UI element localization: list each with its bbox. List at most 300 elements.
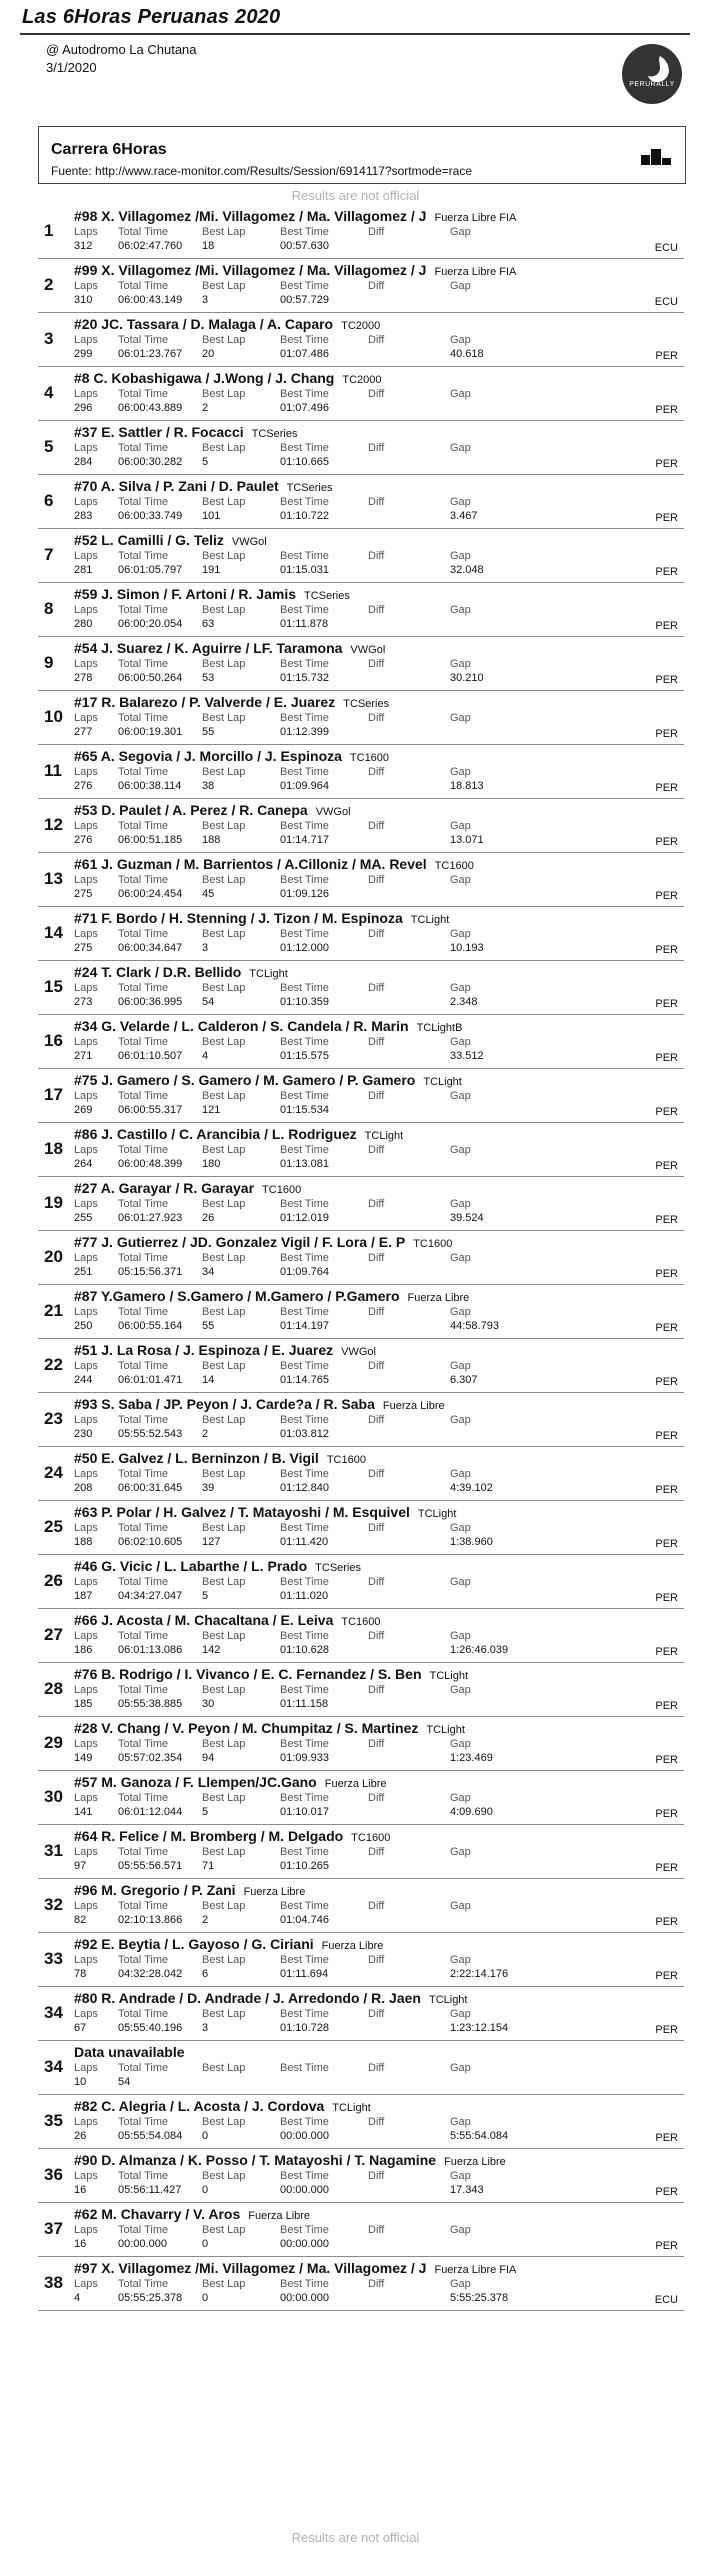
country-code: PER [655,1754,678,1766]
result-entry [38,1447,684,1501]
laps-label: Laps [74,1954,98,1966]
bestlap-label: Best Lap [202,1846,246,1858]
position-number: 7 [44,545,54,564]
laps-value: 208 [74,1482,93,1494]
diff-label: Diff [368,550,385,562]
diff-label: Diff [368,820,385,832]
laps-label: Laps [74,604,98,616]
team-name: #52 L. Camilli / G. Teliz [74,532,224,548]
class-label: TCLight [426,1724,465,1736]
result-entry [38,2203,684,2257]
total-label: Total Time [118,928,169,940]
laps-label: Laps [74,1414,98,1426]
laps-value: 149 [74,1752,93,1764]
gap-label: Gap [450,1630,471,1642]
position-number: 6 [44,491,54,510]
class-label: TCLight [423,1076,462,1088]
bestlap-label: Best Lap [202,1792,246,1804]
besttime-value: 01:10.665 [280,456,329,468]
laps-value: 187 [74,1590,93,1602]
laps-label: Laps [74,658,98,670]
result-entry [38,1717,684,1771]
event-date: 3/1/2020 [46,60,97,75]
team-name: #17 R. Balarezo / P. Valverde / E. Juarez [74,694,336,710]
laps-label: Laps [74,388,98,400]
country-code: PER [655,1700,678,1712]
besttime-label: Best Time [280,1036,329,1048]
bestlap-label: Best Lap [202,712,246,724]
total-label: Total Time [118,1360,169,1372]
diff-label: Diff [368,1468,385,1480]
total-label: Total Time [118,550,169,562]
position-number: 12 [44,815,63,834]
country-code: PER [655,1484,678,1496]
laps-label: Laps [74,1252,98,1264]
team-drivers [74,1234,452,1250]
team-name: #61 J. Guzman / M. Barrientos / A.Cilloniz / MA. Revel [74,856,427,872]
laps-value: 26 [74,2130,87,2142]
team-name: #87 Y.Gamero / S.Gamero / M.Gamero / P.Gamero [74,1288,400,1304]
session-header [38,126,686,184]
class-label: TCSeries [251,428,298,440]
laps-value: 82 [74,1914,87,1926]
laps-value: 284 [74,456,93,468]
besttime-value: 01:10.728 [280,2022,329,2034]
total-value: 06:02:10.605 [118,1536,183,1548]
result-entry [38,1987,684,2041]
logo-text: PERURALLY [629,81,675,88]
team-drivers [74,1666,468,1682]
besttime-label: Best Time [280,766,329,778]
result-entry [38,1933,684,1987]
class-label: TC1600 [341,1616,381,1628]
diff-label: Diff [368,1090,385,1102]
besttime-label: Best Time [280,874,329,886]
gap-label: Gap [450,2116,471,2128]
team-drivers [74,478,332,494]
diff-label: Diff [368,226,385,238]
class-label: TCLight [364,1130,404,1142]
country-code: PER [655,944,678,956]
gap-value: 1:23:12.154 [450,2022,509,2034]
total-label: Total Time [118,1954,169,1966]
country-code: PER [655,2132,678,2144]
laps-label: Laps [74,928,98,940]
besttime-value: 01:09.126 [280,888,329,900]
gap-label: Gap [450,982,471,994]
class-label: Fuerza Libre [444,2156,506,2168]
bestlap-label: Best Lap [202,1144,246,1156]
gap-label: Gap [450,1522,471,1534]
gap-label: Gap [450,2008,471,2020]
total-value: 05:57:02.354 [118,1752,183,1764]
bestlap-value: 39 [202,1482,215,1494]
besttime-label: Best Time [280,1954,329,1966]
class-label: TCLight [428,1994,468,2006]
laps-label: Laps [74,1468,98,1480]
team-name: #77 J. Gutierrez / JD. Gonzalez Vigil / F. Lora / E. P [74,1234,406,1250]
bestlap-label: Best Lap [202,1198,246,1210]
laps-value: 264 [74,1158,93,1170]
position-number: 4 [44,383,54,402]
team-drivers [74,1936,383,1952]
total-value: 05:55:40.196 [118,2022,183,2034]
team-name: #96 M. Gregorio / P. Zani [74,1882,236,1898]
class-label: Fuerza Libre FIA [434,2264,517,2276]
gap-label: Gap [450,496,471,508]
class-label: TC1600 [351,1832,391,1844]
bestlap-label: Best Lap [202,874,246,886]
team-drivers [74,262,516,278]
total-value: 06:01:10.507 [118,1050,183,1062]
laps-value: 312 [74,240,93,252]
besttime-value: 00:00.000 [280,2130,329,2142]
team-drivers [74,2206,310,2222]
total-value: 06:00:36.995 [118,996,183,1008]
bestlap-label: Best Lap [202,388,246,400]
besttime-value: 01:12.840 [280,1482,329,1494]
diff-label: Diff [368,766,385,778]
team-name: #64 R. Felice / M. Bromberg / M. Delgado [74,1828,344,1844]
result-entry [38,1015,684,1069]
team-drivers [74,1450,366,1466]
bestlap-value: 63 [202,618,215,630]
diff-label: Diff [368,1684,385,1696]
diff-label: Diff [368,496,385,508]
class-label: TCLightB [416,1022,463,1034]
besttime-value: 01:10.359 [280,996,329,1008]
total-value: 05:55:56.571 [118,1860,183,1872]
besttime-value: 01:04.746 [280,1914,329,1926]
country-code: PER [655,404,678,416]
team-name: #99 X. Villagomez /Mi. Villagomez / Ma. Villagomez / J [74,262,427,278]
diff-label: Diff [368,1144,385,1156]
besttime-value: 01:09.964 [280,780,329,792]
laps-value: 283 [74,510,93,522]
result-entry [38,1609,684,1663]
total-value: 06:01:12.044 [118,1806,183,1818]
team-name: #82 C. Alegria / L. Acosta / J. Cordova [74,2098,325,2114]
diff-label: Diff [368,1630,385,1642]
team-name: #37 E. Sattler / R. Focacci [74,424,244,440]
country-code: PER [655,2240,678,2252]
total-value: 06:00:43.149 [118,294,183,306]
gap-value: 1:38.960 [450,1536,493,1548]
bestlap-label: Best Lap [202,1036,246,1048]
diff-label: Diff [368,1036,385,1048]
bestlap-label: Best Lap [202,1414,246,1426]
besttime-label: Best Time [280,658,329,670]
laps-label: Laps [74,1630,98,1642]
gap-label: Gap [450,550,471,562]
session-source-link[interactable]: Fuente: http://www.race-monitor.com/Results/Session/6914117?sortmode=race [51,164,472,178]
total-label: Total Time [118,280,169,292]
not-official-note-top: Results are not official [291,188,420,203]
gap-label: Gap [450,1846,471,1858]
team-name: #59 J. Simon / F. Artoni / R. Jamis [74,586,296,602]
team-drivers [74,964,288,980]
team-name: #80 R. Andrade / D. Andrade / J. Arredondo / R. Jaen [74,1990,421,2006]
total-label: Total Time [118,1090,169,1102]
gap-value: 6.307 [450,1374,478,1386]
diff-label: Diff [368,334,385,346]
gap-label: Gap [450,928,471,940]
besttime-value: 01:11.694 [280,1968,329,1980]
country-code: PER [655,2186,678,2198]
team-name: #75 J. Gamero / S. Gamero / M. Gamero / P. Gamero [74,1072,416,1088]
class-label: Fuerza Libre FIA [434,212,517,224]
event-venue: @ Autodromo La Chutana [46,42,197,57]
besttime-value: 01:11.420 [280,1536,329,1548]
position-number: 29 [44,1733,63,1752]
total-value: 06:00:55.317 [118,1104,183,1116]
team-drivers [74,2098,371,2114]
bestlap-value: 3 [202,294,209,306]
besttime-label: Best Time [280,1684,329,1696]
laps-label: Laps [74,1576,98,1588]
gap-value: 3.467 [450,510,478,522]
total-value: 06:00:50.264 [118,672,183,684]
bestlap-value: 34 [202,1266,215,1278]
team-drivers [74,1396,445,1412]
class-label: VWGol [341,1346,376,1358]
bestlap-label: Best Lap [202,2224,246,2236]
total-value: 06:02:47.760 [118,240,183,252]
laps-label: Laps [74,766,98,778]
position-number: 10 [44,707,63,726]
total-label: Total Time [118,442,169,454]
bestlap-label: Best Lap [202,2170,246,2182]
total-value: 06:01:13.086 [118,1644,183,1656]
country-code: ECU [654,296,678,308]
total-value: 06:00:38.114 [118,780,182,792]
gap-value: 18.813 [450,780,484,792]
position-number: 15 [44,977,63,996]
class-label: Fuerza Libre [248,2210,311,2222]
gap-label: Gap [450,1252,471,1264]
team-drivers [74,316,380,332]
bestlap-label: Best Lap [202,1468,246,1480]
gap-label: Gap [450,1900,471,1912]
team-drivers [74,1612,381,1628]
result-entry [38,421,684,475]
position-number: 16 [44,1031,63,1050]
besttime-label: Best Time [280,496,329,508]
besttime-value: 01:07.496 [280,402,329,414]
class-label: VWGol [350,644,386,656]
besttime-label: Best Time [280,2008,329,2020]
position-number: 2 [44,275,54,294]
total-label: Total Time [118,820,169,832]
bestlap-value: 180 [202,1158,221,1170]
position-number: 8 [44,599,54,618]
total-label: Total Time [118,226,169,238]
country-code: PER [655,1592,678,1604]
diff-label: Diff [368,604,385,616]
bestlap-value: 121 [202,1104,221,1116]
class-label: TCSeries [304,590,350,602]
result-entry [38,1177,684,1231]
laps-label: Laps [74,226,98,238]
bestlap-value: 142 [202,1644,221,1656]
bestlap-value: 0 [202,2184,209,2196]
gap-label: Gap [450,604,471,616]
team-drivers [74,748,389,764]
besttime-label: Best Time [280,982,329,994]
besttime-label: Best Time [280,442,329,454]
position-number: 22 [44,1355,63,1374]
team-name: #92 E. Beytia / L. Gayoso / G. Ciriani [74,1936,314,1952]
position-number: 9 [44,653,54,672]
gap-value: 32.048 [450,564,484,576]
total-label: Total Time [118,874,169,886]
gap-value: 30.210 [450,672,484,684]
team-name: #93 S. Saba / JP. Peyon / J. Carde?a / R. Saba [74,1396,375,1412]
bestlap-value: 0 [202,2130,209,2142]
laps-label: Laps [74,2008,98,2020]
laps-label: Laps [74,820,98,832]
bestlap-value: 6 [202,1968,209,1980]
bestlap-label: Best Lap [202,334,246,346]
gap-value: 33.512 [450,1050,484,1062]
total-label: Total Time [118,496,169,508]
besttime-value: 01:03.812 [280,1428,329,1440]
bestlap-label: Best Lap [202,1576,246,1588]
besttime-label: Best Time [280,820,329,832]
class-label: Fuerza Libre [382,1400,445,1412]
team-drivers [74,694,389,710]
diff-label: Diff [368,442,385,454]
team-drivers [74,910,449,926]
laps-value: 276 [74,780,93,792]
country-code: PER [655,1160,678,1172]
laps-value: 296 [74,402,93,414]
bestlap-value: 45 [202,888,215,900]
besttime-value: 01:12.019 [280,1212,329,1224]
gap-label: Gap [450,280,471,292]
team-drivers [74,1882,305,1898]
gap-label: Gap [450,2170,471,2182]
result-entry [38,2149,684,2203]
bestlap-label: Best Lap [202,442,246,454]
team-name: #57 M. Ganoza / F. Llempen/JC.Gano [74,1774,317,1790]
laps-label: Laps [74,982,98,994]
besttime-value: 01:15.031 [280,564,329,576]
result-entry [38,1663,684,1717]
besttime-value: 01:13.081 [280,1158,329,1170]
besttime-value: 01:11.158 [280,1698,329,1710]
laps-value: 186 [74,1644,93,1656]
gap-label: Gap [450,1684,471,1696]
position-number: 11 [44,761,62,780]
bestlap-value: 30 [202,1698,215,1710]
diff-label: Diff [368,388,385,400]
gap-value: 5:55:54.084 [450,2130,509,2142]
team-name: #98 X. Villagomez /Mi. Villagomez / Ma. Villagomez / J [74,208,427,224]
result-entry [38,1555,684,1609]
team-name: #70 A. Silva / P. Zani / D. Paulet [74,478,279,494]
laps-label: Laps [74,1144,98,1156]
country-code: PER [655,2024,678,2036]
position-number: 3 [44,329,54,348]
bestlap-value: 101 [202,510,221,522]
class-label: TCLight [429,1670,469,1682]
besttime-value: 00:00.000 [280,2184,329,2196]
laps-value: 188 [74,1536,93,1548]
laps-label: Laps [74,280,98,292]
team-name: #28 V. Chang / V. Peyon / M. Chumpitaz / S. Martinez [74,1720,419,1736]
bestlap-label: Best Lap [202,550,246,562]
laps-label: Laps [74,1846,98,1858]
diff-label: Diff [368,2170,385,2182]
diff-label: Diff [368,1900,385,1912]
total-value: 04:32:28.042 [118,1968,183,1980]
bestlap-label: Best Lap [202,1684,246,1696]
country-code: PER [655,728,678,740]
class-label: TC1600 [413,1238,453,1250]
besttime-value: 01:15.732 [280,672,329,684]
diff-label: Diff [368,1414,385,1426]
total-value: 05:55:54.084 [118,2130,183,2142]
result-entry [38,1285,684,1339]
total-value: 06:00:20.054 [118,618,183,630]
gap-label: Gap [450,820,471,832]
gap-label: Gap [450,874,471,886]
team-name: #27 A. Garayar / R. Garayar [74,1180,255,1196]
laps-value: 278 [74,672,93,684]
result-entry [38,2257,684,2311]
position-number: 34 [44,2003,63,2022]
bestlap-label: Best Lap [202,820,246,832]
bestlap-value: 127 [202,1536,221,1548]
team-drivers [74,1072,462,1088]
diff-label: Diff [368,1522,385,1534]
team-name: #8 C. Kobashigawa / J.Wong / J. Chang [74,370,335,386]
besttime-label: Best Time [280,1144,329,1156]
besttime-value: 01:10.017 [280,1806,329,1818]
bestlap-label: Best Lap [202,658,246,670]
result-entry [38,745,684,799]
laps-value: 10 [74,2076,87,2088]
team-drivers [74,1558,361,1574]
team-name: #34 G. Velarde / L. Calderon / S. Candela / R. Marin [74,1018,409,1034]
besttime-value: 01:14.765 [280,1374,329,1386]
besttime-value: 00:00.000 [280,2238,329,2250]
country-code: PER [655,890,678,902]
gap-label: Gap [450,1414,471,1426]
laps-value: 251 [74,1266,93,1278]
total-label: Total Time [118,334,169,346]
result-entry [38,1069,684,1123]
team-drivers [74,802,351,818]
laps-label: Laps [74,1036,98,1048]
gap-label: Gap [450,658,471,670]
result-entry [38,1771,684,1825]
result-entry [38,1501,684,1555]
bestlap-label: Best Lap [202,496,246,508]
diff-label: Diff [368,712,385,724]
diff-label: Diff [368,1198,385,1210]
total-value: 06:00:34.647 [118,942,183,954]
gap-label: Gap [450,1360,471,1372]
position-number: 35 [44,2111,63,2130]
laps-label: Laps [74,2062,98,2074]
diff-label: Diff [368,1792,385,1804]
laps-value: 16 [74,2184,87,2196]
country-code: PER [655,1538,678,1550]
total-label: Total Time [118,1522,169,1534]
bestlap-value: 3 [202,942,209,954]
